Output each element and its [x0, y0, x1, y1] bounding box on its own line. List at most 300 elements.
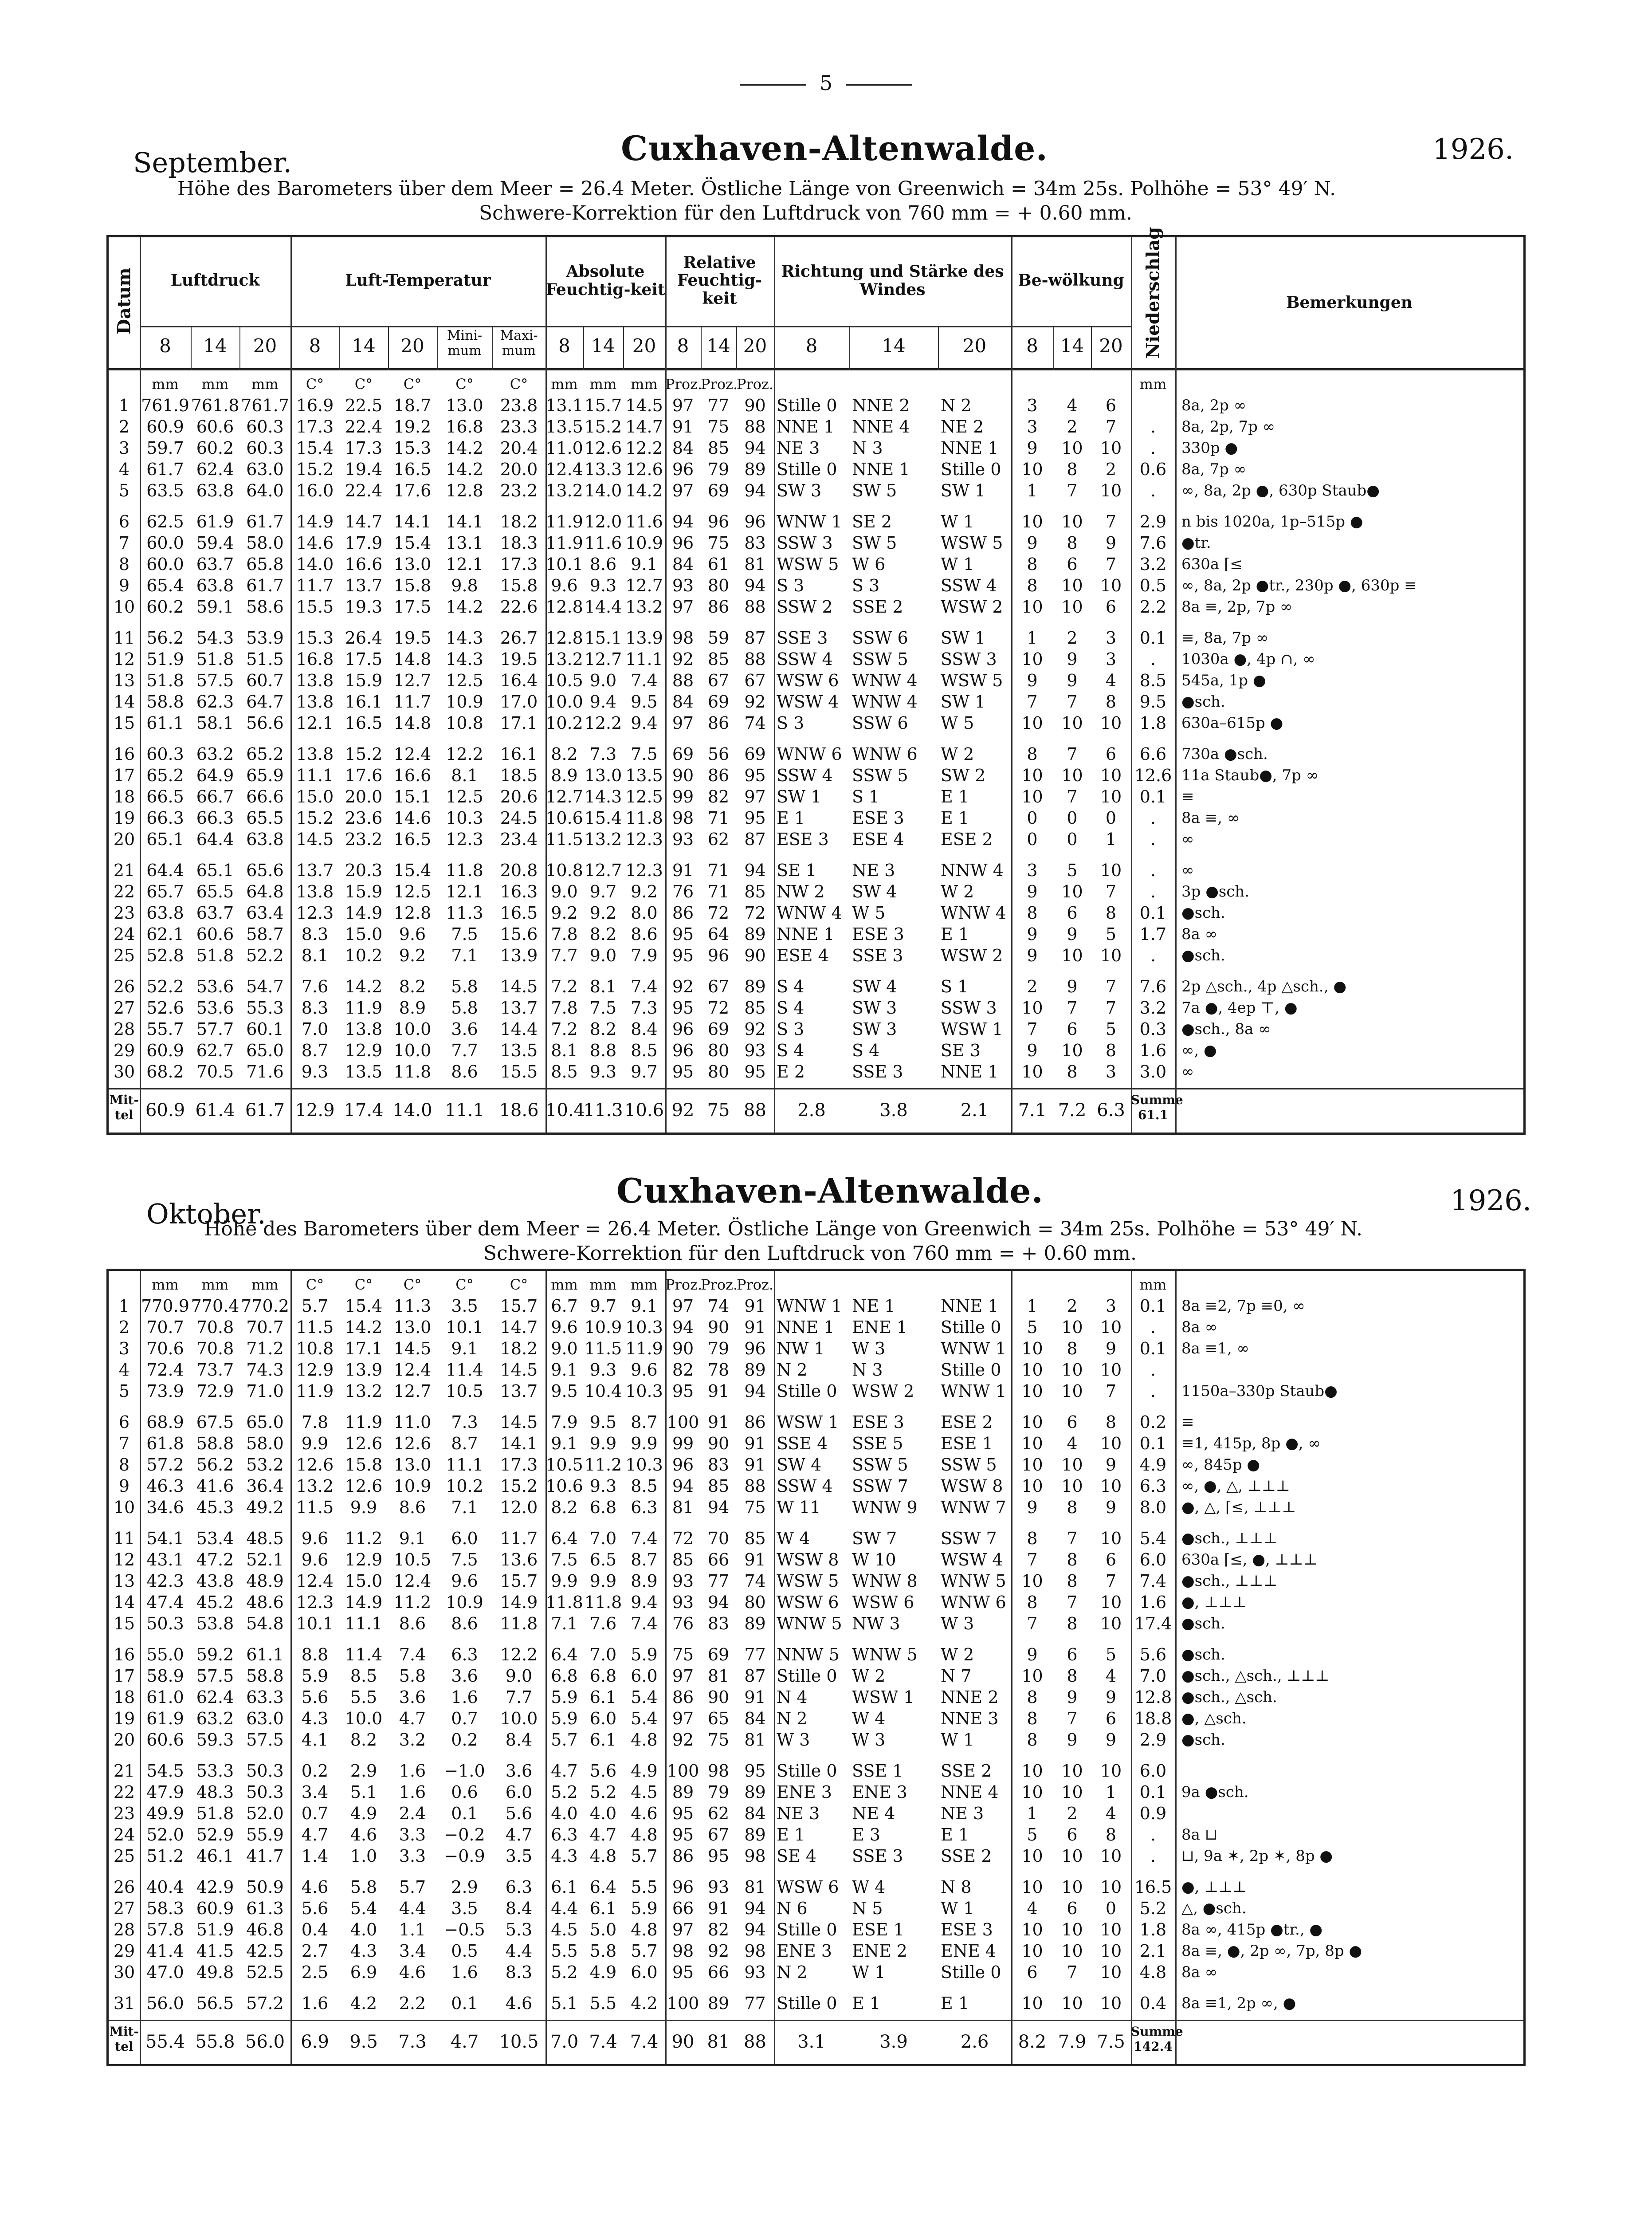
cell-value: 4.5: [631, 1782, 658, 1802]
cell-value: NNE 1: [777, 417, 835, 437]
day-number: 2: [118, 1317, 130, 1337]
cell-value: 42.3: [146, 1571, 184, 1591]
remark: ⊔, 9a ✶, 2p ✶, 8p ●: [1181, 1847, 1333, 1865]
cell-value: 56.2: [196, 1455, 234, 1475]
cell-value: N 7: [941, 1666, 972, 1686]
day-number: 5: [118, 1381, 130, 1401]
cell-value: E 1: [852, 1994, 880, 2013]
cell-value: 4.3: [350, 1941, 377, 1961]
cell-value: 8.3: [301, 924, 329, 944]
cell-value: 0.7: [301, 1804, 329, 1823]
cell-value: S 4: [852, 1041, 880, 1060]
remark: ●sch.: [1181, 1731, 1225, 1749]
cell-value: WSW 1: [852, 1687, 914, 1707]
cell-value: 5.7: [631, 1941, 658, 1961]
table-row: [109, 787, 1523, 806]
cell-value: Stille 0: [777, 1381, 837, 1401]
cell-value: 13.5: [500, 1041, 538, 1060]
table-row: [109, 946, 1523, 965]
cell-value: 6.3: [505, 1877, 533, 1897]
cell-value: 7.2: [551, 1019, 578, 1039]
cell-value: 10.1: [446, 1317, 483, 1337]
day-number: 28: [113, 1019, 135, 1039]
cell-value: 86: [707, 713, 730, 733]
cell-value: 4: [1105, 671, 1117, 690]
cell-value: ESE 4: [777, 946, 829, 965]
cell-value: 12.9: [345, 1550, 383, 1569]
table-row: [109, 1688, 1523, 1707]
table-row: [109, 1783, 1523, 1801]
cell-value: WSW 6: [777, 671, 839, 690]
cell-value: 12.1: [446, 882, 483, 901]
cell-value: 15.2: [296, 808, 334, 828]
month-label-october: Oktober.: [146, 1198, 266, 1230]
cell-value: 10: [1100, 1476, 1122, 1496]
cell-value: 5.6: [301, 1899, 329, 1918]
unit-label: mm: [1139, 1276, 1167, 1293]
cell-value: 40.4: [146, 1877, 184, 1897]
cell-value: 96: [672, 460, 694, 479]
subheader-h14: 14: [203, 335, 227, 357]
cell-value: 10: [1100, 1994, 1122, 2013]
cell-value: 8: [1105, 692, 1117, 712]
cell-value: 97: [672, 1709, 694, 1728]
cell-value: WSW 5: [941, 533, 1003, 553]
cell-value: 9.1: [451, 1339, 478, 1358]
cell-value: 15.3: [393, 438, 432, 458]
cell-value: 5.4: [631, 1687, 658, 1707]
cell-value: 8: [1105, 1412, 1117, 1432]
mean-value: 56.0: [245, 2032, 285, 2052]
cell-value: 9: [1027, 1041, 1038, 1060]
day-number: 21: [113, 1761, 135, 1781]
cell-value: 4.2: [350, 1994, 377, 2013]
cell-value: 89: [744, 1825, 766, 1844]
unit-label: C°: [455, 1276, 474, 1293]
day-number: 23: [113, 903, 135, 923]
cell-value: 4.0: [551, 1804, 578, 1823]
subheader-h20: 20: [962, 335, 987, 357]
cell-value: 14.6: [296, 533, 334, 553]
table-row: [109, 598, 1523, 616]
cell-value: 10.0: [545, 692, 583, 712]
cell-value: 69: [707, 481, 730, 500]
cell-value: 15.8: [345, 1455, 383, 1475]
cell-value: ESE 3: [852, 924, 904, 944]
mean-value: 7.5: [1097, 2032, 1125, 2052]
cell-value: 8: [1067, 533, 1078, 553]
cell-value: 11.9: [545, 512, 583, 531]
cell-value: 19.2: [393, 417, 432, 437]
cell-value: 9: [1105, 1455, 1117, 1475]
table-row: [109, 692, 1523, 711]
cell-value: W 1: [852, 1962, 886, 1982]
table-row: [109, 555, 1523, 574]
cell-value: 8: [1027, 1687, 1038, 1707]
cell-value: 11.0: [393, 1412, 432, 1432]
cell-value: 18.2: [500, 1339, 538, 1358]
cell-value: 93: [707, 1877, 730, 1897]
cell-value: 8: [1027, 1709, 1038, 1728]
cell-value: 88: [744, 417, 766, 437]
day-number: 24: [113, 1825, 135, 1844]
cell-value: 4.9: [631, 1761, 658, 1781]
sub-rule: [701, 326, 702, 370]
cell-value: 1: [1105, 830, 1117, 849]
cell-value: 0.5: [1139, 576, 1167, 595]
mean-value: 3.1: [797, 2032, 826, 2052]
remark: ∞, 8a, 2p ●tr., 230p ●, 630p ≡: [1181, 577, 1417, 594]
table-row: [109, 1878, 1523, 1896]
cell-value: 10: [1061, 1041, 1083, 1060]
day-number: 20: [113, 830, 135, 849]
mean-value: 8.2: [1018, 2032, 1047, 2052]
unit-label: Proz.: [665, 1276, 702, 1293]
cell-value: 10: [1061, 512, 1083, 531]
cell-value: 46.8: [246, 1920, 284, 1939]
cell-value: 20.3: [345, 861, 383, 880]
cell-value: 1: [1105, 1782, 1117, 1802]
cell-value: 83: [707, 1614, 730, 1633]
cell-value: 6.4: [551, 1645, 578, 1664]
cell-value: N 2: [777, 1709, 808, 1728]
cell-value: 4.7: [551, 1761, 578, 1781]
cell-value: 96: [744, 512, 766, 531]
cell-value: 8: [1027, 1730, 1038, 1750]
cell-value: ENE 3: [777, 1782, 832, 1802]
cell-value: 4.8: [631, 1730, 658, 1750]
cell-value: 9.1: [551, 1360, 578, 1380]
cell-value: 57.5: [196, 1666, 234, 1686]
units-row: [109, 1275, 1523, 1294]
cell-value: 3.6: [505, 1761, 533, 1781]
cell-value: 10.9: [446, 1593, 483, 1612]
remark: ●tr.: [1181, 534, 1211, 552]
cell-value: 10.9: [393, 1476, 432, 1496]
cell-value: 94: [672, 512, 694, 531]
cell-value: 89: [744, 924, 766, 944]
cell-value: 16.9: [296, 396, 334, 415]
cell-value: 0.2: [301, 1761, 329, 1781]
cell-value: 5.7: [301, 1296, 329, 1316]
remark: ●sch.: [1181, 947, 1225, 964]
cell-value: 19.4: [345, 460, 383, 479]
month-label-september: September.: [133, 146, 292, 179]
cell-value: 7: [1027, 692, 1038, 712]
gravity-correction: Schwere-Korrektion für den Luftdruck von 760 mm = + 0.60 mm.: [479, 202, 1132, 224]
cell-value: 5.8: [399, 1666, 426, 1686]
cell-value: 8: [1027, 903, 1038, 923]
cell-value: 100: [667, 1412, 699, 1432]
cell-value: 57.7: [196, 1019, 234, 1039]
cell-value: 14.2: [345, 977, 383, 996]
cell-value: 99: [672, 1434, 694, 1453]
cell-value: 56.5: [196, 1994, 234, 2013]
cell-value: WSW 2: [941, 597, 1003, 617]
cell-value: 8: [1067, 1062, 1078, 1081]
cell-value: 12.5: [446, 671, 483, 690]
cell-value: 95: [672, 946, 694, 965]
cell-value: N 2: [777, 1360, 808, 1380]
cell-value: 94: [744, 1899, 766, 1918]
cell-value: 6.0: [505, 1782, 533, 1802]
cell-value: 96: [672, 1041, 694, 1060]
cell-value: 9.9: [350, 1498, 377, 1517]
cell-value: 9.2: [551, 903, 578, 923]
sub-rule: [388, 326, 389, 370]
cell-value: 3: [1027, 417, 1038, 437]
cell-value: 3.6: [399, 1687, 426, 1707]
cell-value: E 1: [777, 808, 805, 828]
cell-value: 4.9: [350, 1804, 377, 1823]
cell-value: 13.7: [500, 998, 538, 1018]
cell-value: 11.4: [446, 1360, 483, 1380]
day-number: 17: [113, 766, 135, 785]
cell-value: 770.9: [141, 1296, 189, 1316]
cell-value: 10: [1100, 946, 1122, 965]
cell-value: 8: [1027, 744, 1038, 764]
cell-value: 14.3: [446, 649, 483, 669]
cell-value: NW 3: [852, 1614, 900, 1633]
column-rule: [1131, 1271, 1132, 2064]
header-relative-humidity: Relative Feuchtig-keit: [677, 253, 762, 308]
cell-value: 48.5: [246, 1529, 284, 1548]
cell-value: 2: [1067, 1296, 1078, 1316]
cell-value: W 3: [941, 1614, 974, 1633]
cell-value: 94: [672, 1317, 694, 1337]
cell-value: 65.1: [196, 861, 234, 880]
cell-value: SSW 5: [852, 766, 908, 785]
cell-value: 65.0: [246, 1041, 284, 1060]
cell-value: 8.1: [451, 766, 478, 785]
mean-value: 7.4: [630, 2032, 659, 2052]
sub-rule: [339, 326, 340, 370]
table-row: [109, 861, 1523, 880]
cell-value: 16.5: [1134, 1877, 1172, 1897]
cell-value: 4.6: [301, 1877, 329, 1897]
cell-value: 12.4: [296, 1571, 334, 1591]
cell-value: 14.0: [584, 481, 622, 500]
cell-value: 0.1: [1139, 1296, 1167, 1316]
cell-value: 96: [672, 1455, 694, 1475]
day-number: 27: [113, 1899, 135, 1918]
cell-value: 1.6: [301, 1994, 329, 2013]
cell-value: 14.2: [446, 460, 483, 479]
cell-value: 10: [1021, 597, 1043, 617]
sub-rule: [623, 326, 624, 370]
cell-value: 13.0: [584, 766, 622, 785]
cell-value: 83: [744, 533, 766, 553]
cell-value: 9.9: [631, 1434, 658, 1453]
cell-value: W 1: [941, 554, 974, 574]
cell-value: 69: [707, 692, 730, 712]
cell-value: 58.8: [146, 692, 184, 712]
precip-sum: Summe 142.4: [1131, 2024, 1183, 2054]
cell-value: 6.0: [589, 1709, 617, 1728]
table-row: [109, 1477, 1523, 1495]
cell-value: 64.4: [196, 830, 234, 849]
day-number: 2: [118, 417, 130, 437]
cell-value: 8.2: [551, 1498, 578, 1517]
cell-value: 4.4: [399, 1899, 426, 1918]
cell-value: 3: [1027, 861, 1038, 880]
cell-value: 54.1: [146, 1529, 184, 1548]
cell-value: 96: [744, 1339, 766, 1358]
cell-value: 14.9: [500, 1593, 538, 1612]
cell-value: 14.2: [446, 597, 483, 617]
cell-value: 6: [1067, 903, 1078, 923]
table-row: [109, 1994, 1523, 2013]
remark: 7a ●, 4ep ⊤, ●: [1181, 999, 1298, 1017]
unit-label: mm: [152, 376, 179, 393]
day-number: 30: [113, 1062, 135, 1081]
mean-value: 7.3: [398, 2032, 427, 2052]
day-number: 13: [113, 1571, 135, 1591]
cell-value: S 4: [777, 977, 804, 996]
cell-value: 61.8: [146, 1434, 184, 1453]
cell-value: 20.4: [500, 438, 538, 458]
cell-value: SW 1: [941, 628, 986, 648]
cell-value: 34.6: [146, 1498, 184, 1517]
cell-value: 8.6: [451, 1614, 478, 1633]
cell-value: 3.2: [1139, 554, 1167, 574]
cell-value: 12.8: [545, 597, 583, 617]
cell-value: 10.1: [296, 1614, 334, 1633]
cell-value: 62: [707, 1804, 730, 1823]
cell-value: 62.7: [196, 1041, 234, 1060]
remark: 2p △sch., 4p △sch., ●: [1181, 978, 1346, 995]
sub-rule: [849, 326, 850, 370]
cell-value: 60.9: [146, 417, 184, 437]
cell-value: 14.4: [500, 1019, 538, 1039]
cell-value: 48.6: [246, 1593, 284, 1612]
cell-value: 0: [1105, 808, 1117, 828]
unit-label: mm: [251, 1276, 279, 1293]
subheader-h20: 20: [400, 335, 424, 357]
cell-value: 2.5: [301, 1962, 329, 1982]
subheader-h14: 14: [591, 335, 615, 357]
cell-value: 24.5: [500, 808, 538, 828]
cell-value: 8: [1067, 1550, 1078, 1569]
table-row: [109, 1804, 1523, 1823]
cell-value: 6.8: [589, 1666, 617, 1686]
cell-value: SSW 7: [941, 1529, 997, 1548]
cell-value: 6: [1105, 1709, 1117, 1728]
cell-value: 10: [1021, 1846, 1043, 1866]
remark: 730a ●sch.: [1181, 745, 1268, 763]
cell-value: 10.5: [545, 1455, 583, 1475]
cell-value: 12.6: [345, 1434, 383, 1453]
cell-value: 65: [707, 1709, 730, 1728]
cell-value: 7: [1105, 977, 1117, 996]
cell-value: 10.6: [545, 1476, 583, 1496]
cell-value: 87: [744, 830, 766, 849]
mean-value: 61.7: [245, 1100, 285, 1121]
cell-value: 86: [744, 1412, 766, 1432]
cell-value: Stille 0: [941, 460, 1001, 479]
cell-value: 7.4: [631, 1614, 658, 1633]
cell-value: 17.5: [393, 597, 432, 617]
day-number: 10: [113, 597, 135, 617]
cell-value: S 4: [777, 998, 804, 1018]
cell-value: 10: [1061, 438, 1083, 458]
cell-value: 14.5: [500, 1360, 538, 1380]
cell-value: 4.6: [505, 1994, 533, 2013]
cell-value: SSE 2: [941, 1761, 992, 1781]
day-number: 29: [113, 1041, 135, 1060]
table-row: [109, 1062, 1523, 1081]
cell-value: 11.1: [625, 649, 663, 669]
cell-value: 5: [1105, 924, 1117, 944]
cell-value: 10.0: [393, 1019, 432, 1039]
cell-value: 9.5: [589, 1412, 617, 1432]
cell-value: 4.4: [505, 1941, 533, 1961]
unit-label: C°: [306, 1276, 324, 1293]
cell-value: 4: [1105, 1804, 1117, 1823]
cell-value: 7.8: [301, 1412, 329, 1432]
cell-value: 5.2: [1139, 1899, 1167, 1918]
cell-value: 12.4: [393, 1571, 432, 1591]
table-row: [109, 1762, 1523, 1780]
cell-value: WNW 4: [941, 903, 1006, 923]
cell-value: 8: [1105, 1041, 1117, 1060]
cell-value: W 5: [941, 713, 974, 733]
cell-value: SSW 3: [941, 998, 997, 1018]
cell-value: 13.8: [296, 882, 334, 901]
cell-value: 73.9: [146, 1381, 184, 1401]
cell-value: WSW 6: [852, 1593, 914, 1612]
cell-value: 14.3: [584, 787, 622, 806]
cell-value: 46.1: [196, 1846, 234, 1866]
cell-value: 94: [744, 438, 766, 458]
cell-value: 13.1: [446, 533, 483, 553]
cell-value: 58.7: [246, 924, 284, 944]
cell-value: 11.5: [296, 1498, 334, 1517]
cell-value: 6.0: [1139, 1761, 1167, 1781]
mean-label: Mit-tel: [109, 1093, 139, 1122]
header-wind: Richtung und Stärke des Windes: [781, 262, 1004, 299]
remark: ≡: [1181, 1413, 1194, 1431]
cell-value: 99: [672, 787, 694, 806]
mean-value: 7.4: [589, 2032, 617, 2052]
cell-value: 81: [744, 1730, 766, 1750]
cell-value: 0.1: [1139, 903, 1167, 923]
cell-value: 14.0: [296, 554, 334, 574]
cell-value: 9.6: [451, 1571, 478, 1591]
cell-value: NNE 1: [941, 1296, 999, 1316]
cell-value: 11.2: [393, 1593, 432, 1612]
cell-value: 91: [707, 1381, 730, 1401]
cell-value: 59.2: [196, 1645, 234, 1664]
column-rule: [665, 1271, 667, 2064]
cell-value: 61.9: [146, 1709, 184, 1728]
cell-value: 92: [744, 1019, 766, 1039]
cell-value: NE 3: [941, 1804, 984, 1823]
cell-value: 93: [744, 1962, 766, 1982]
cell-value: 12.2: [625, 438, 663, 458]
cell-value: 14.5: [500, 977, 538, 996]
day-number: 10: [113, 1498, 135, 1517]
cell-value: 17.3: [345, 438, 383, 458]
cell-value: 87: [744, 1666, 766, 1686]
cell-value: 65.5: [246, 808, 284, 828]
cell-value: 14.2: [625, 481, 663, 500]
cell-value: 7.3: [631, 998, 658, 1018]
cell-value: 58.6: [246, 597, 284, 617]
table-row: [109, 1361, 1523, 1379]
day-number: 5: [118, 481, 130, 500]
cell-value: 12.6: [345, 1476, 383, 1496]
